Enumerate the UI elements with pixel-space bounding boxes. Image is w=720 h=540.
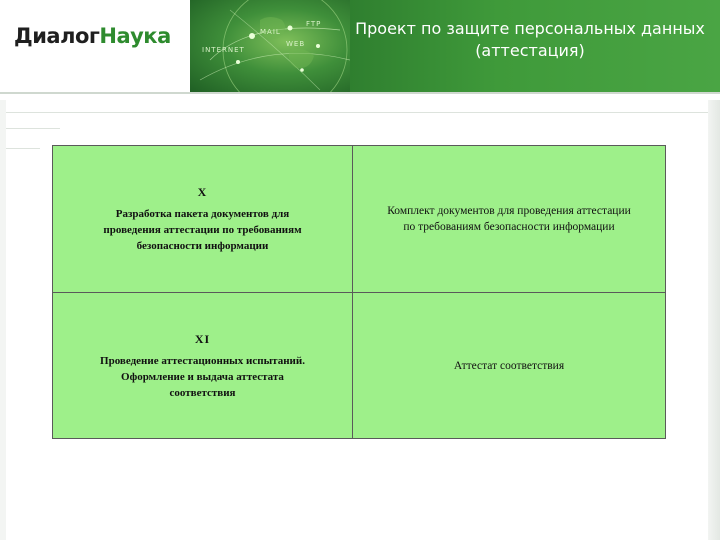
slide-title: Проект по защите персональных данных (аттестация) (355, 19, 705, 60)
logo-text-part-b: Наука (99, 24, 171, 48)
header-divider (0, 92, 720, 94)
globe-word-web: WEB (286, 40, 306, 48)
table-cell-result-xi (353, 293, 665, 438)
globe-word-internet: INTERNET (202, 46, 245, 54)
company-logo (14, 24, 171, 48)
logo-text-part-a: Диалог (14, 24, 100, 48)
right-decorative-strip (708, 100, 720, 540)
globe-word-ftp: FTP (306, 20, 322, 28)
globe-illustration (190, 0, 350, 92)
stage-result: Комплект документов для проведения аттестации по требованиям безопасности информации (387, 205, 631, 233)
logo-area (0, 0, 190, 92)
stage-number: X (197, 185, 208, 199)
slide-header (0, 0, 720, 92)
stage-number: XI (194, 331, 211, 346)
decorative-line (0, 112, 720, 113)
globe-word-mail: MAIL (260, 28, 281, 36)
table-cell-result-x (353, 146, 665, 292)
stages-table (52, 145, 666, 439)
table-cell-stage-x (53, 146, 352, 292)
stage-description (103, 184, 301, 254)
stage-text: Разработка пакета документов для проведения аттестации по требованиям безопасности информации (103, 208, 302, 252)
title-area (350, 0, 720, 92)
table-cell-stage-xi (53, 293, 352, 438)
stage-result: Аттестат соответствия (453, 359, 565, 372)
stage-description (100, 331, 305, 401)
decorative-line (0, 128, 60, 129)
stage-text: Проведение аттестационных испытаний. Оформление и выдача аттестата соответствия (100, 354, 305, 399)
left-decorative-strip (0, 100, 6, 540)
decorative-line (0, 148, 40, 149)
